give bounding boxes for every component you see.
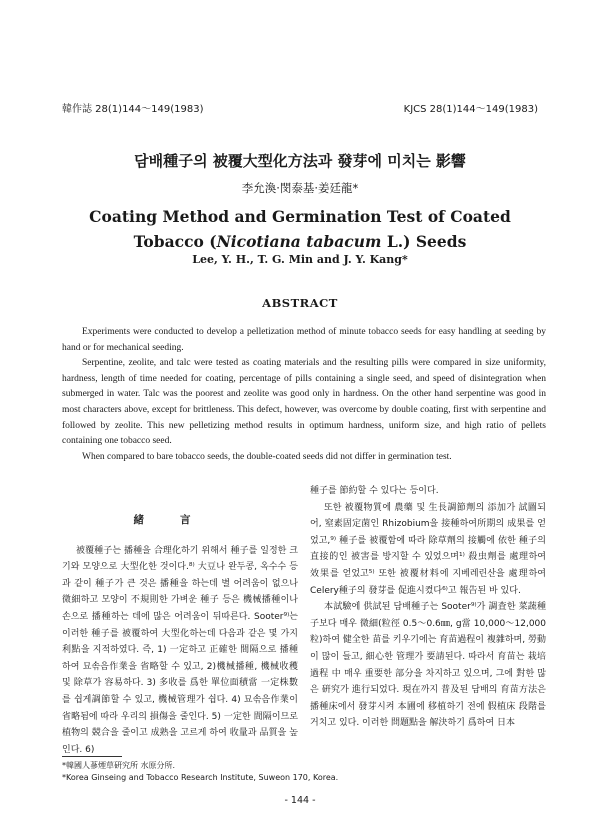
english-title-line2-pre: Tobacco ( xyxy=(133,232,217,251)
right-column xyxy=(310,483,546,732)
abstract-heading: ABSTRACT xyxy=(262,296,338,310)
english-title-line1: Coating Method and Germination Test of Coated xyxy=(89,207,511,226)
english-title-line2-post: L.) Seeds xyxy=(381,232,467,251)
korean-authors: 李允渙·閔泰基·姜廷龍* xyxy=(241,181,359,195)
introduction-paragraph: 被覆種子는 播種을 合理化하기 위해서 種子를 일정한 크기와 모양으로 大型化한 것이다.⁸⁾ 大豆나 완두콩, 옥수수 등과 같이 種子가 큰 것은 播種을 하는데 별 어려움이 없으나 微細하고 모양이 不規則한 가벼운 種子 등은 機械播種이나 손으로 播種하는 데에 많은 어려움이 뒤따른다. Sooter⁹⁾는 이러한 種子를 被覆하여 大型化하는데 다음과 같은 몇 가지 利點을 지적하였다. 즉, 1) 一定하고 正確한 間隔으로 播種하여 묘솎음作業을 省略할 수 있고, 2)機械播種, 機械收穫 및 除草가 容易하다. 3) 多收를 爲한 單位面積當 一定株數를 쉽게調節할 수 있고, 機械管理가 쉽다. 4) 묘솎음作業이 省略됨에 따라 우리의 損傷을 줄인다. 5) 一定한 間隔이므로 植物의 競合을 줄이고 成熟을 고르게 하여 收量과 品質을 높인다. 6) xyxy=(62,545,298,755)
abstract-body xyxy=(62,325,546,465)
abstract-paragraph-2: Serpentine, zeolite, and talc were tested as coating materials and the resulting pills were compared in size uniformity, hardness, length of time needed for coating, percentage of pills containing a single seed, and speed of disintegration when submerged in water. Talc was the poorest and zeolite was good only in hardness. On the other hand serpentine was good in most characters above, except for brittleness. This defect, however, was overcome by double coating, first with serpentine and followed by zeolite. This new pelletizing method results in optimum hardness, uniform size, and high ratio of pellets containing one tobacco seed. xyxy=(62,358,546,447)
abstract-paragraph-1: Experiments were conducted to develop a pelletization method of minute tobacco seeds for easy handling at seeding by hand or for mechanical seeding. xyxy=(62,327,546,353)
right-paragraph-1: 種子를 節約할 수 있다는 등이다. xyxy=(310,486,439,496)
footnotes xyxy=(62,760,338,784)
page-number: - 144 - xyxy=(284,795,316,806)
abstract-paragraph-3: When compared to bare tobacco seeds, the double-coated seeds did not differ in germination test. xyxy=(82,451,452,462)
journal-header-left: 韓作誌 28(1)144～149(1983) xyxy=(62,104,204,115)
english-title xyxy=(0,204,600,254)
left-column xyxy=(62,512,298,758)
english-authors: Lee, Y. H., T. G. Min and J. Y. Kang* xyxy=(192,253,408,266)
species-name: Nicotiana tabacum xyxy=(216,232,382,251)
right-paragraph-2: 또한 被覆物質에 農藥 및 生長調節劑의 添加가 試圖되어, 窒素固定菌인 Rhizobium을 接種하여所期의 成果를 얻었고,⁹⁾ 種子를 被覆함에 따라 除草劑의 接觸에 依한 種子의 直接的인 被害를 방지할 수 있었으며¹⁾ 殺虫劑를 處理하여 效果를 얻었고⁵⁾ 또한 被覆材料에 지베레린산을 處理하여 Celery種子의 發芽를 促進시켰다⁶⁾고 報告된 바 있다. xyxy=(310,502,546,596)
footnote-divider xyxy=(62,756,122,757)
right-paragraph-3: 本試驗에 供試된 담배種子는 Sooter⁹⁾가 調査한 菜蔬種子보다 매우 微細(粒徑 0.5～0.6㎜, g當 10,000～12,000粒)하여 健全한 苗를 키우기에는 育苗過程이 複雜하며, 勞動이 많이 들고, 細心한 管理가 要請된다. 따라서 育苗는 栽培 過程 中 매우 重要한 部分을 차지하고 있으며, 그에 對한 많은 硏究가 進行되었다. 現在까지 普及된 담배의 育苗方法은 播種床에서 發芽시켜 本圃에 移植하기 전에 假植床 段階를 거치고 있다. 이러한 問題點을 解決하기 爲하여 日本 xyxy=(310,602,546,729)
section-heading-introduction: 緒言 xyxy=(133,514,227,526)
english-title-line2 xyxy=(0,229,600,254)
korean-title: 담배種子의 被覆大型化方法과 發芽에 미치는 影響 xyxy=(134,152,466,170)
footnote-korean: *韓國人蔘煙草硏究所 水原分所. xyxy=(62,761,176,770)
footnote-english: *Korea Ginseing and Tobacco Research Institute, Suweon 170, Korea. xyxy=(62,773,339,782)
journal-header-right: KJCS 28(1)144～149(1983) xyxy=(403,104,538,115)
